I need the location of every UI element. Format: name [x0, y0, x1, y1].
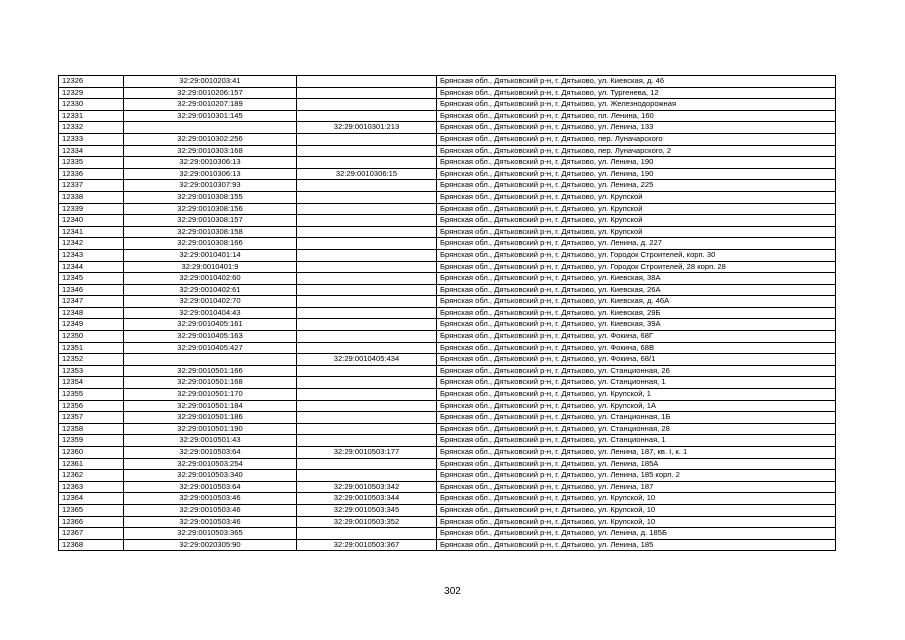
row-number-cell: 12356 — [59, 400, 124, 412]
address-cell: Брянская обл., Дятьковский р-н, г. Дятьково, ул. Ленина, 133 — [437, 122, 836, 134]
address-cell: Брянская обл., Дятьковский р-н, г. Дятьково, ул. Станционная, 28 — [437, 423, 836, 435]
address-cell: Брянская обл., Дятьковский р-н, г. Дятьково, ул. Ленина, 225 — [437, 180, 836, 192]
address-cell: Брянская обл., Дятьковский р-н, г. Дятьково, ул. Крупской, 1А — [437, 400, 836, 412]
row-number-cell: 12352 — [59, 354, 124, 366]
cadastral-number-cell: 32:29:0010405:163 — [124, 331, 297, 343]
address-cell: Брянская обл., Дятьковский р-н, г. Дятьково, ул. Фокина, 68Г — [437, 331, 836, 343]
table-row — [59, 249, 836, 261]
row-number-cell: 12361 — [59, 458, 124, 470]
cadastral-number-cell — [124, 122, 297, 134]
cadastral-number-cell: 32:29:0010501:186 — [124, 412, 297, 424]
cadastral-number-cell: 32:29:0010301:145 — [124, 110, 297, 122]
table-row — [59, 435, 836, 447]
cadastral-number-cell: 32:29:0010503:254 — [124, 458, 297, 470]
table-row — [59, 203, 836, 215]
table-row — [59, 87, 836, 99]
table-row — [59, 493, 836, 505]
address-cell: Брянская обл., Дятьковский р-н, г. Дятьково, ул. Крупской, 10 — [437, 516, 836, 528]
row-number-cell: 12340 — [59, 215, 124, 227]
address-cell: Брянская обл., Дятьковский р-н, г. Дятьково, ул. Ленина, 185А — [437, 458, 836, 470]
address-cell: Брянская обл., Дятьковский р-н, г. Дятьково, ул. Киевская, 26А — [437, 284, 836, 296]
table-row — [59, 481, 836, 493]
linked-cadastral-number-cell — [297, 99, 437, 111]
address-cell: Брянская обл., Дятьковский р-н, г. Дятьково, ул. Крупской — [437, 215, 836, 227]
linked-cadastral-number-cell: 32:29:0010405:434 — [297, 354, 437, 366]
table-row — [59, 76, 836, 88]
table-row — [59, 412, 836, 424]
address-cell: Брянская обл., Дятьковский р-н, г. Дятьково, ул. Киевская, 39А — [437, 319, 836, 331]
row-number-cell: 12330 — [59, 99, 124, 111]
cadastral-number-cell: 32:29:0010503:64 — [124, 447, 297, 459]
cadastral-number-cell: 32:29:0010306:13 — [124, 157, 297, 169]
table-row — [59, 273, 836, 285]
linked-cadastral-number-cell — [297, 238, 437, 250]
table-row — [59, 470, 836, 482]
address-cell: Брянская обл., Дятьковский р-н, г. Дятьково, ул. Городок Строителей, корп. 30 — [437, 249, 836, 261]
cadastral-number-cell: 32:29:0010405:427 — [124, 342, 297, 354]
row-number-cell: 12355 — [59, 389, 124, 401]
cadastral-number-cell: 32:29:0010503:64 — [124, 481, 297, 493]
table-row — [59, 331, 836, 343]
linked-cadastral-number-cell — [297, 365, 437, 377]
table-row — [59, 516, 836, 528]
address-cell: Брянская обл., Дятьковский р-н, г. Дятьково, ул. Ленина, 185 корп. 2 — [437, 470, 836, 482]
linked-cadastral-number-cell — [297, 157, 437, 169]
table-row — [59, 215, 836, 227]
table-row — [59, 191, 836, 203]
cadastral-number-cell: 32:29:0010405:161 — [124, 319, 297, 331]
linked-cadastral-number-cell: 32:29:0010503:342 — [297, 481, 437, 493]
table-row — [59, 447, 836, 459]
cadastral-number-cell: 32:29:0010501:168 — [124, 377, 297, 389]
row-number-cell: 12366 — [59, 516, 124, 528]
table-row — [59, 377, 836, 389]
linked-cadastral-number-cell — [297, 191, 437, 203]
linked-cadastral-number-cell — [297, 377, 437, 389]
row-number-cell: 12346 — [59, 284, 124, 296]
cadastral-number-cell: 32:29:0010307:93 — [124, 180, 297, 192]
cadastral-number-cell: 32:29:0010503:46 — [124, 504, 297, 516]
cadastral-number-cell: 32:29:0010501:166 — [124, 365, 297, 377]
cadastral-number-cell: 32:29:0010503:340 — [124, 470, 297, 482]
address-cell: Брянская обл., Дятьковский р-н, г. Дятьково, ул. Киевская, 29Б — [437, 307, 836, 319]
linked-cadastral-number-cell — [297, 528, 437, 540]
row-number-cell: 12339 — [59, 203, 124, 215]
address-cell: Брянская обл., Дятьковский р-н, г. Дятьково, пл. Ленина, 160 — [437, 110, 836, 122]
linked-cadastral-number-cell — [297, 249, 437, 261]
cadastral-number-cell: 32:29:0010402:70 — [124, 296, 297, 308]
table-row — [59, 284, 836, 296]
row-number-cell: 12359 — [59, 435, 124, 447]
table-row — [59, 389, 836, 401]
linked-cadastral-number-cell: 32:29:0010503:345 — [297, 504, 437, 516]
address-cell: Брянская обл., Дятьковский р-н, г. Дятьково, ул. Киевская, д. 46 — [437, 76, 836, 88]
linked-cadastral-number-cell — [297, 296, 437, 308]
row-number-cell: 12344 — [59, 261, 124, 273]
linked-cadastral-number-cell — [297, 342, 437, 354]
table-row — [59, 110, 836, 122]
address-cell: Брянская обл., Дятьковский р-н, г. Дятьково, ул. Ленина, 190 — [437, 168, 836, 180]
address-cell: Брянская обл., Дятьковский р-н, г. Дятьково, пер. Луначарского — [437, 133, 836, 145]
linked-cadastral-number-cell: 32:29:0010301:213 — [297, 122, 437, 134]
row-number-cell: 12364 — [59, 493, 124, 505]
table-row — [59, 458, 836, 470]
cadastral-number-cell: 32:29:0010306:13 — [124, 168, 297, 180]
table-row — [59, 365, 836, 377]
address-cell: Брянская обл., Дятьковский р-н, г. Дятьково, ул. Фокина, 68В — [437, 342, 836, 354]
row-number-cell: 12342 — [59, 238, 124, 250]
linked-cadastral-number-cell — [297, 226, 437, 238]
table-row — [59, 307, 836, 319]
cadastral-number-cell: 32:29:0010503:46 — [124, 493, 297, 505]
table-row — [59, 539, 836, 551]
cadastral-number-cell: 32:29:0010207:189 — [124, 99, 297, 111]
address-cell: Брянская обл., Дятьковский р-н, г. Дятьково, ул. Городок Строителей, 28 корп. 28 — [437, 261, 836, 273]
address-cell: Брянская обл., Дятьковский р-н, г. Дятьково, ул. Ленина, 187 — [437, 481, 836, 493]
linked-cadastral-number-cell — [297, 145, 437, 157]
linked-cadastral-number-cell — [297, 133, 437, 145]
table-row — [59, 504, 836, 516]
row-number-cell: 12334 — [59, 145, 124, 157]
row-number-cell: 12347 — [59, 296, 124, 308]
cadastral-number-cell: 32:29:0010308:156 — [124, 203, 297, 215]
row-number-cell: 12360 — [59, 447, 124, 459]
row-number-cell: 12335 — [59, 157, 124, 169]
table-row — [59, 157, 836, 169]
address-cell: Брянская обл., Дятьковский р-н, г. Дятьково, ул. Станционная, 1 — [437, 377, 836, 389]
row-number-cell: 12353 — [59, 365, 124, 377]
table-row — [59, 261, 836, 273]
table-row — [59, 423, 836, 435]
cadastral-number-cell: 32:29:0010503:46 — [124, 516, 297, 528]
table-row — [59, 238, 836, 250]
row-number-cell: 12357 — [59, 412, 124, 424]
linked-cadastral-number-cell — [297, 423, 437, 435]
row-number-cell: 12337 — [59, 180, 124, 192]
table-row — [59, 354, 836, 366]
linked-cadastral-number-cell — [297, 435, 437, 447]
address-cell: Брянская обл., Дятьковский р-н, г. Дятьково, ул. Крупской, 10 — [437, 504, 836, 516]
table-row — [59, 319, 836, 331]
cadastral-number-cell: 32:29:0010402:61 — [124, 284, 297, 296]
address-cell: Брянская обл., Дятьковский р-н, г. Дятьково, пер. Луначарского, 2 — [437, 145, 836, 157]
linked-cadastral-number-cell — [297, 400, 437, 412]
linked-cadastral-number-cell: 32:29:0010503:352 — [297, 516, 437, 528]
linked-cadastral-number-cell — [297, 110, 437, 122]
page-number: 302 — [444, 586, 461, 597]
table-row — [59, 145, 836, 157]
row-number-cell: 12331 — [59, 110, 124, 122]
row-number-cell: 12329 — [59, 87, 124, 99]
linked-cadastral-number-cell: 32:29:0010306:15 — [297, 168, 437, 180]
cadastral-number-cell: 32:29:0010501:190 — [124, 423, 297, 435]
row-number-cell: 12358 — [59, 423, 124, 435]
cadastral-number-cell: 32:29:0010308:157 — [124, 215, 297, 227]
row-number-cell: 12348 — [59, 307, 124, 319]
address-cell: Брянская обл., Дятьковский р-н, г. Дятьково, ул. Крупской — [437, 226, 836, 238]
row-number-cell: 12362 — [59, 470, 124, 482]
row-number-cell: 12351 — [59, 342, 124, 354]
address-cell: Брянская обл., Дятьковский р-н, г. Дятьково, ул. Киевская, д. 46А — [437, 296, 836, 308]
cadastral-number-cell: 32:29:0010404:43 — [124, 307, 297, 319]
linked-cadastral-number-cell — [297, 458, 437, 470]
linked-cadastral-number-cell — [297, 76, 437, 88]
cadastral-number-cell: 32:29:0010206:157 — [124, 87, 297, 99]
registry-table-body — [59, 76, 836, 551]
linked-cadastral-number-cell — [297, 470, 437, 482]
table-row — [59, 168, 836, 180]
cadastral-number-cell: 32:29:0020305:90 — [124, 539, 297, 551]
linked-cadastral-number-cell — [297, 203, 437, 215]
table-row — [59, 180, 836, 192]
table-row — [59, 226, 836, 238]
cadastral-number-cell: 32:29:0010401:9 — [124, 261, 297, 273]
linked-cadastral-number-cell — [297, 319, 437, 331]
row-number-cell: 12336 — [59, 168, 124, 180]
cadastral-number-cell: 32:29:0010401:14 — [124, 249, 297, 261]
cadastral-number-cell: 32:29:0010303:168 — [124, 145, 297, 157]
address-cell: Брянская обл., Дятьковский р-н, г. Дятьково, ул. Ленина, 187, кв. I, к. 1 — [437, 447, 836, 459]
table-row — [59, 400, 836, 412]
row-number-cell: 12345 — [59, 273, 124, 285]
address-cell: Брянская обл., Дятьковский р-н, г. Дятьково, ул. Станционная, 1 — [437, 435, 836, 447]
row-number-cell: 12338 — [59, 191, 124, 203]
linked-cadastral-number-cell — [297, 307, 437, 319]
cadastral-number-cell: 32:29:0010501:184 — [124, 400, 297, 412]
table-row — [59, 296, 836, 308]
cadastral-number-cell: 32:29:0010402:60 — [124, 273, 297, 285]
row-number-cell: 12367 — [59, 528, 124, 540]
cadastral-number-cell: 32:29:0010503:365 — [124, 528, 297, 540]
row-number-cell: 12350 — [59, 331, 124, 343]
row-number-cell: 12354 — [59, 377, 124, 389]
linked-cadastral-number-cell — [297, 389, 437, 401]
cadastral-number-cell: 32:29:0010308:155 — [124, 191, 297, 203]
row-number-cell: 12332 — [59, 122, 124, 134]
linked-cadastral-number-cell — [297, 180, 437, 192]
cadastral-number-cell — [124, 354, 297, 366]
address-cell: Брянская обл., Дятьковский р-н, г. Дятьково, ул. Крупской, 1 — [437, 389, 836, 401]
cadastral-number-cell: 32:29:0010302:256 — [124, 133, 297, 145]
table-row — [59, 99, 836, 111]
row-number-cell: 12341 — [59, 226, 124, 238]
linked-cadastral-number-cell — [297, 331, 437, 343]
linked-cadastral-number-cell — [297, 273, 437, 285]
address-cell: Брянская обл., Дятьковский р-н, г. Дятьково, ул. Ленина, д. 227 — [437, 238, 836, 250]
row-number-cell: 12326 — [59, 76, 124, 88]
address-cell: Брянская обл., Дятьковский р-н, г. Дятьково, ул. Крупской, 10 — [437, 493, 836, 505]
cadastral-number-cell: 32:29:0010501:43 — [124, 435, 297, 447]
row-number-cell: 12333 — [59, 133, 124, 145]
registry-table — [58, 75, 836, 551]
table-row — [59, 122, 836, 134]
linked-cadastral-number-cell — [297, 87, 437, 99]
row-number-cell: 12349 — [59, 319, 124, 331]
linked-cadastral-number-cell: 32:29:0010503:344 — [297, 493, 437, 505]
row-number-cell: 12368 — [59, 539, 124, 551]
table-row — [59, 342, 836, 354]
linked-cadastral-number-cell — [297, 284, 437, 296]
cadastral-number-cell: 32:29:0010308:166 — [124, 238, 297, 250]
row-number-cell: 12365 — [59, 504, 124, 516]
address-cell: Брянская обл., Дятьковский р-н, г. Дятьково, ул. Киевская, 38А — [437, 273, 836, 285]
address-cell: Брянская обл., Дятьковский р-н, г. Дятьково, ул. Ленина, 185 — [437, 539, 836, 551]
row-number-cell: 12363 — [59, 481, 124, 493]
cadastral-number-cell: 32:29:0010203:41 — [124, 76, 297, 88]
cadastral-number-cell: 32:29:0010308:158 — [124, 226, 297, 238]
address-cell: Брянская обл., Дятьковский р-н, г. Дятьково, ул. Станционная, 26 — [437, 365, 836, 377]
address-cell: Брянская обл., Дятьковский р-н, г. Дятьково, ул. Фокина, 68/1 — [437, 354, 836, 366]
table-row — [59, 133, 836, 145]
address-cell: Брянская обл., Дятьковский р-н, г. Дятьково, ул. Крупской — [437, 191, 836, 203]
address-cell: Брянская обл., Дятьковский р-н, г. Дятьково, ул. Крупской — [437, 203, 836, 215]
linked-cadastral-number-cell — [297, 412, 437, 424]
row-number-cell: 12343 — [59, 249, 124, 261]
linked-cadastral-number-cell: 32:29:0010503:367 — [297, 539, 437, 551]
linked-cadastral-number-cell — [297, 215, 437, 227]
table-row — [59, 528, 836, 540]
linked-cadastral-number-cell — [297, 261, 437, 273]
address-cell: Брянская обл., Дятьковский р-н, г. Дятьково, ул. Железнодорожная — [437, 99, 836, 111]
address-cell: Брянская обл., Дятьковский р-н, г. Дятьково, ул. Тургенева, 12 — [437, 87, 836, 99]
cadastral-number-cell: 32:29:0010501:170 — [124, 389, 297, 401]
address-cell: Брянская обл., Дятьковский р-н, г. Дятьково, ул. Ленина, д. 185Б — [437, 528, 836, 540]
linked-cadastral-number-cell: 32:29:0010503:177 — [297, 447, 437, 459]
address-cell: Брянская обл., Дятьковский р-н, г. Дятьково, ул. Ленина, 190 — [437, 157, 836, 169]
address-cell: Брянская обл., Дятьковский р-н, г. Дятьково, ул. Станционная, 1Б — [437, 412, 836, 424]
